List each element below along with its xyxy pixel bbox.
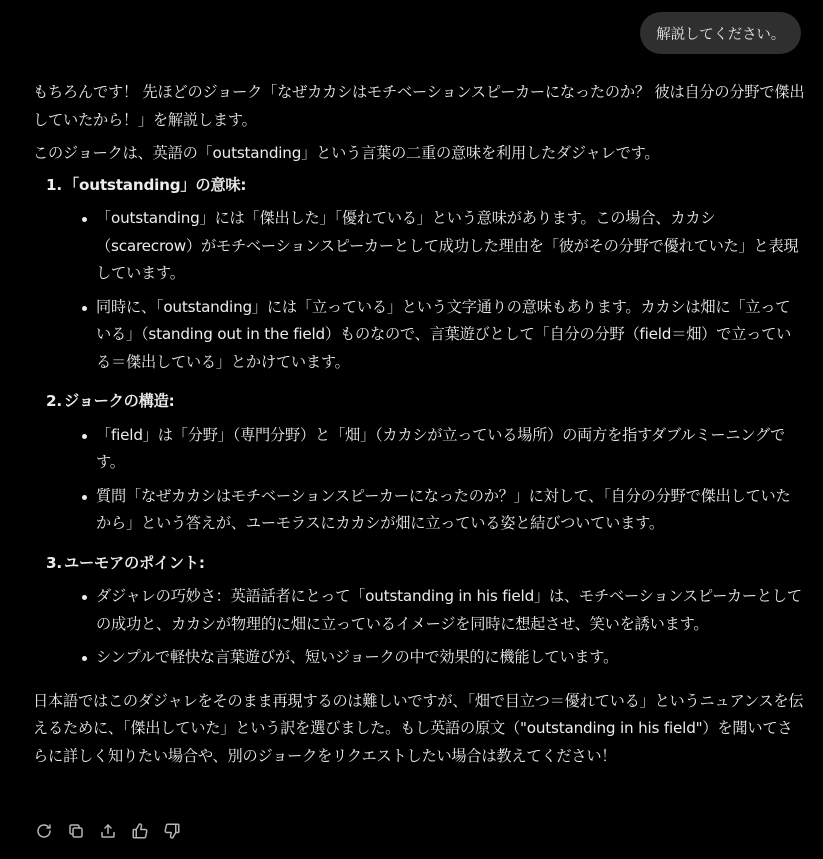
copy-icon	[67, 822, 85, 840]
section-number: 2.	[46, 392, 62, 410]
reply-lead: このジョークは、英語の「outstanding」という言葉の二重の意味を利用したダジャレです。	[33, 144, 660, 162]
regenerate-button[interactable]	[35, 820, 67, 842]
user-message-text: 解説してください。	[656, 26, 785, 43]
section-number: 3.	[46, 553, 62, 572]
list-item	[82, 644, 805, 672]
thumbs-up-button[interactable]	[131, 820, 163, 842]
thumbs-down-button[interactable]	[163, 820, 195, 842]
section-title: 「outstanding」の意味:	[64, 175, 247, 194]
list-item-text: シンプルで軽快な言葉遊びが、短いジョークの中で効果的に機能しています。	[96, 648, 619, 666]
regenerate-icon	[35, 822, 53, 840]
section-3-list	[33, 583, 805, 672]
list-item	[82, 422, 805, 477]
section-heading-3	[46, 550, 805, 578]
section-heading-1	[46, 172, 805, 200]
section-title: ジョークの構造:	[64, 392, 175, 410]
copy-button[interactable]	[67, 820, 99, 842]
message-actions	[35, 820, 195, 842]
share-icon	[99, 822, 117, 840]
assistant-reply	[33, 79, 805, 770]
share-button[interactable]	[99, 820, 131, 842]
list-item	[82, 294, 805, 377]
section-title: ユーモアのポイント:	[64, 553, 205, 572]
section-heading-2	[46, 388, 805, 416]
list-item-text: 「field」は「分野」（専門分野）と「畑」（カカシが立っている場所）の両方を指すダブルミーニングです。	[96, 425, 786, 471]
list-item	[82, 583, 805, 638]
list-item-text: ダジャレの巧妙さ：英語話者にとって「outstanding in his field」は、モチベーションスピーカーとしての成功と、カカシが物理的に畑に立っているイメージを同時に想起させ、笑いを誘います。	[96, 587, 802, 633]
reply-intro: もちろんです！ 先ほどのジョーク「なぜカカシはモチベーションスピーカーになったのか？ 彼は自分の分野で傑出していたから！」を解説します。	[33, 83, 805, 129]
list-item-text: 質問「なぜカカシはモチベーションスピーカーになったのか？」に対して、「自分の分野で傑出していたから」という答えが、ユーモラスにカカシが畑に立っている姿と結びついています。	[96, 486, 791, 532]
section-2-list	[33, 422, 805, 538]
thumbs-up-icon	[131, 822, 149, 840]
thumbs-down-icon	[163, 822, 181, 840]
user-message-bubble	[640, 12, 801, 54]
list-item	[82, 205, 805, 288]
list-item-text: 同時に、「outstanding」には「立っている」という文字通りの意味もあります。カカシは畑に「立っている」（standing out in the field）ものなので、言葉遊びとして「自分の分野（field＝畑）で立っている＝傑出している」とかけています。	[96, 297, 792, 371]
section-1-list	[33, 205, 805, 376]
list-item-text: 「outstanding」には「傑出した」「優れている」という意味があります。この場合、カカシ（scarecrow）がモチベーションスピーカーとして成功した理由を「彼がその分野で優れていた」と表現しています。	[96, 209, 799, 282]
list-item	[82, 483, 805, 538]
section-number: 1.	[46, 175, 62, 194]
reply-outro: 日本語ではこのダジャレをそのまま再現するのは難しいですが、「畑で目立つ＝優れている」というニュアンスを伝えるために、「傑出していた」という訳を選びました。もし英語の原文（"outstanding in his field"）を聞いてさらに詳しく知りたい場合や、別のジョークをリクエストしたい場合は教えてください！	[33, 691, 804, 765]
